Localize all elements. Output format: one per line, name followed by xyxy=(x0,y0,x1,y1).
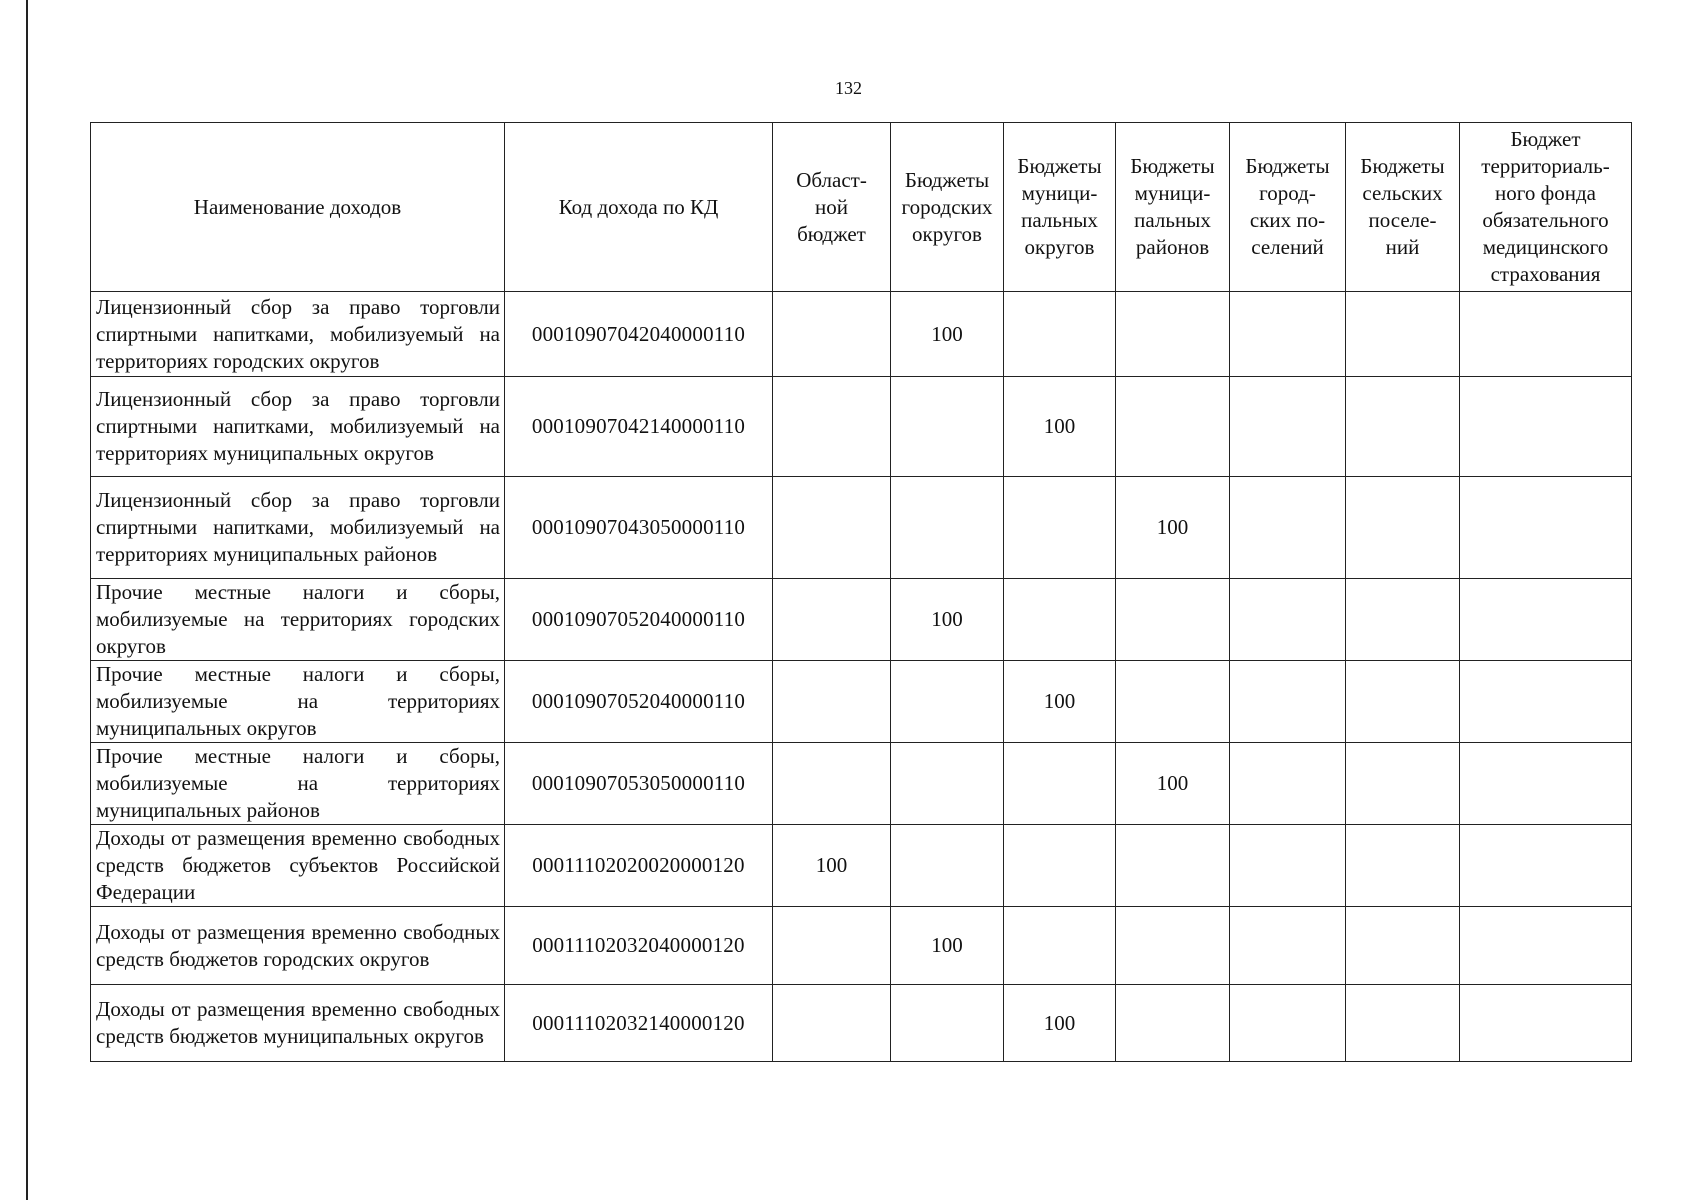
header-line: ного фонда xyxy=(1495,181,1596,205)
city-districts-share-cell xyxy=(891,377,1004,477)
header-line: округов xyxy=(912,221,982,246)
header-line: пальных xyxy=(1134,208,1211,232)
municipal-districts-share-cell xyxy=(1004,292,1116,377)
health-fund-share-cell xyxy=(1460,579,1632,661)
header-line: селений xyxy=(1251,235,1324,259)
table-row xyxy=(91,825,1632,907)
table-row xyxy=(91,292,1632,377)
header-line: бюджет xyxy=(797,221,866,246)
header-line: обязательного xyxy=(1482,208,1609,232)
municipal-districts-share-cell xyxy=(1004,477,1116,579)
urban-settlements-share-cell xyxy=(1230,579,1346,661)
municipal-areas-share-cell xyxy=(1116,579,1230,661)
rural-settlements-share-cell xyxy=(1346,825,1460,907)
header-rural-settlements-budgets xyxy=(1346,123,1460,292)
header-revenue-name xyxy=(91,123,505,292)
city-districts-share-cell xyxy=(891,743,1004,825)
revenue-code-cell: 00011102032140000120 xyxy=(505,985,773,1062)
municipal-districts-share-cell: 100 xyxy=(1004,661,1116,743)
regional-budget-share-cell xyxy=(773,985,891,1062)
regional-budget-share-cell xyxy=(773,907,891,985)
city-districts-share-cell xyxy=(891,825,1004,907)
municipal-districts-share-cell xyxy=(1004,579,1116,661)
urban-settlements-share-cell xyxy=(1230,292,1346,377)
header-line: Наименование доходов xyxy=(193,194,402,219)
health-fund-share-cell xyxy=(1460,985,1632,1062)
header-municipal-districts-budgets xyxy=(1004,123,1116,292)
municipal-areas-share-cell: 100 xyxy=(1116,477,1230,579)
municipal-districts-share-cell: 100 xyxy=(1004,377,1116,477)
revenue-name-cell: Прочие местные налоги и сборы, мобилизуемые на территориях муниципальных округов xyxy=(91,661,505,743)
revenue-code-cell: 00011102032040000120 xyxy=(505,907,773,985)
rural-settlements-share-cell xyxy=(1346,579,1460,661)
revenue-code-cell: 00010907052040000110 xyxy=(505,579,773,661)
table-row xyxy=(91,743,1632,825)
municipal-areas-share-cell: 100 xyxy=(1116,743,1230,825)
header-line: медицинского xyxy=(1482,235,1609,259)
header-line: Бюджеты xyxy=(904,167,990,192)
urban-settlements-share-cell xyxy=(1230,477,1346,579)
regional-budget-share-cell xyxy=(773,661,891,743)
urban-settlements-share-cell xyxy=(1230,907,1346,985)
header-line: районов xyxy=(1135,235,1210,259)
city-districts-share-cell xyxy=(891,985,1004,1062)
header-line: муници- xyxy=(1134,181,1211,205)
revenue-name-cell: Лицензионный сбор за право торговли спиртными напитками, мобилизуемый на территориях городских округов xyxy=(91,292,505,377)
table-row xyxy=(91,661,1632,743)
revenue-distribution-table xyxy=(90,122,1632,1062)
header-line: ний xyxy=(1385,235,1420,259)
municipal-areas-share-cell xyxy=(1116,907,1230,985)
municipal-districts-share-cell: 100 xyxy=(1004,985,1116,1062)
regional-budget-share-cell xyxy=(773,377,891,477)
rural-settlements-share-cell xyxy=(1346,292,1460,377)
table-row xyxy=(91,477,1632,579)
table-row xyxy=(91,377,1632,477)
header-line: Бюджеты xyxy=(1017,154,1102,178)
header-revenue-code xyxy=(505,123,773,292)
table-body xyxy=(91,292,1632,1062)
header-health-insurance-fund-budget xyxy=(1460,123,1632,292)
municipal-districts-share-cell xyxy=(1004,743,1116,825)
header-municipal-areas-budgets xyxy=(1116,123,1230,292)
urban-settlements-share-cell xyxy=(1230,661,1346,743)
header-line: Област- xyxy=(796,167,867,192)
header-line: пальных xyxy=(1021,208,1098,232)
municipal-districts-share-cell xyxy=(1004,825,1116,907)
health-fund-share-cell xyxy=(1460,477,1632,579)
rural-settlements-share-cell xyxy=(1346,377,1460,477)
health-fund-share-cell xyxy=(1460,292,1632,377)
municipal-areas-share-cell xyxy=(1116,825,1230,907)
municipal-districts-share-cell xyxy=(1004,907,1116,985)
header-line: город- xyxy=(1259,181,1316,205)
urban-settlements-share-cell xyxy=(1230,985,1346,1062)
header-row xyxy=(91,123,1632,292)
rural-settlements-share-cell xyxy=(1346,477,1460,579)
regional-budget-share-cell xyxy=(773,743,891,825)
revenue-code-cell: 00010907042040000110 xyxy=(505,292,773,377)
header-line: Бюджеты xyxy=(1360,154,1445,178)
header-line: Бюджет xyxy=(1510,127,1581,151)
city-districts-share-cell xyxy=(891,661,1004,743)
city-districts-share-cell: 100 xyxy=(891,292,1004,377)
table-row xyxy=(91,985,1632,1062)
revenue-name-cell: Доходы от размещения временно свободных средств бюджетов муниципальных округов xyxy=(91,985,505,1062)
regional-budget-share-cell xyxy=(773,477,891,579)
header-line: ских по- xyxy=(1249,208,1326,232)
header-line: городских xyxy=(901,194,993,219)
municipal-areas-share-cell xyxy=(1116,292,1230,377)
header-line: муници- xyxy=(1021,181,1098,205)
regional-budget-share-cell: 100 xyxy=(773,825,891,907)
health-fund-share-cell xyxy=(1460,825,1632,907)
revenue-code-cell: 00010907042140000110 xyxy=(505,377,773,477)
header-line: ной xyxy=(815,194,848,219)
health-fund-share-cell xyxy=(1460,377,1632,477)
regional-budget-share-cell xyxy=(773,579,891,661)
revenue-name-cell: Доходы от размещения временно свободных средств бюджетов субъектов Российской Федерации xyxy=(91,825,505,907)
revenue-code-cell: 00010907052040000110 xyxy=(505,661,773,743)
revenue-code-cell: 00010907053050000110 xyxy=(505,743,773,825)
municipal-areas-share-cell xyxy=(1116,985,1230,1062)
health-fund-share-cell xyxy=(1460,661,1632,743)
city-districts-share-cell: 100 xyxy=(891,907,1004,985)
header-line: округов xyxy=(1024,235,1095,259)
header-line: территориаль- xyxy=(1481,154,1610,178)
urban-settlements-share-cell xyxy=(1230,377,1346,477)
city-districts-share-cell xyxy=(891,477,1004,579)
urban-settlements-share-cell xyxy=(1230,825,1346,907)
header-line: Бюджеты xyxy=(1130,154,1215,178)
revenue-name-cell: Лицензионный сбор за право торговли спиртными напитками, мобилизуемый на территориях муниципальных округов xyxy=(91,377,505,477)
header-line: Бюджеты xyxy=(1245,154,1330,178)
rural-settlements-share-cell xyxy=(1346,907,1460,985)
revenue-name-cell: Лицензионный сбор за право торговли спиртными напитками, мобилизуемый на территориях муниципальных районов xyxy=(91,477,505,579)
table-row xyxy=(91,579,1632,661)
rural-settlements-share-cell xyxy=(1346,743,1460,825)
header-line: сельских xyxy=(1362,181,1443,205)
page-number: 132 xyxy=(835,78,862,98)
revenue-code-cell: 00011102020020000120 xyxy=(505,825,773,907)
municipal-areas-share-cell xyxy=(1116,661,1230,743)
rural-settlements-share-cell xyxy=(1346,661,1460,743)
table-row xyxy=(91,907,1632,985)
revenue-name-cell: Доходы от размещения временно свободных средств бюджетов городских округов xyxy=(91,907,505,985)
header-city-districts-budgets xyxy=(891,123,1004,292)
health-fund-share-cell xyxy=(1460,743,1632,825)
header-regional-budget xyxy=(773,123,891,292)
revenue-code-cell: 00010907043050000110 xyxy=(505,477,773,579)
municipal-areas-share-cell xyxy=(1116,377,1230,477)
regional-budget-share-cell xyxy=(773,292,891,377)
revenue-name-cell: Прочие местные налоги и сборы, мобилизуемые на территориях городских округов xyxy=(91,579,505,661)
header-urban-settlements-budgets xyxy=(1230,123,1346,292)
header-line: поселе- xyxy=(1368,208,1437,232)
revenue-name-cell: Прочие местные налоги и сборы, мобилизуемые на территориях муниципальных районов xyxy=(91,743,505,825)
rural-settlements-share-cell xyxy=(1346,985,1460,1062)
header-line: Код дохода по КД xyxy=(558,194,719,219)
health-fund-share-cell xyxy=(1460,907,1632,985)
urban-settlements-share-cell xyxy=(1230,743,1346,825)
city-districts-share-cell: 100 xyxy=(891,579,1004,661)
scan-margin-line xyxy=(26,0,28,1200)
header-line: страхования xyxy=(1490,262,1601,286)
